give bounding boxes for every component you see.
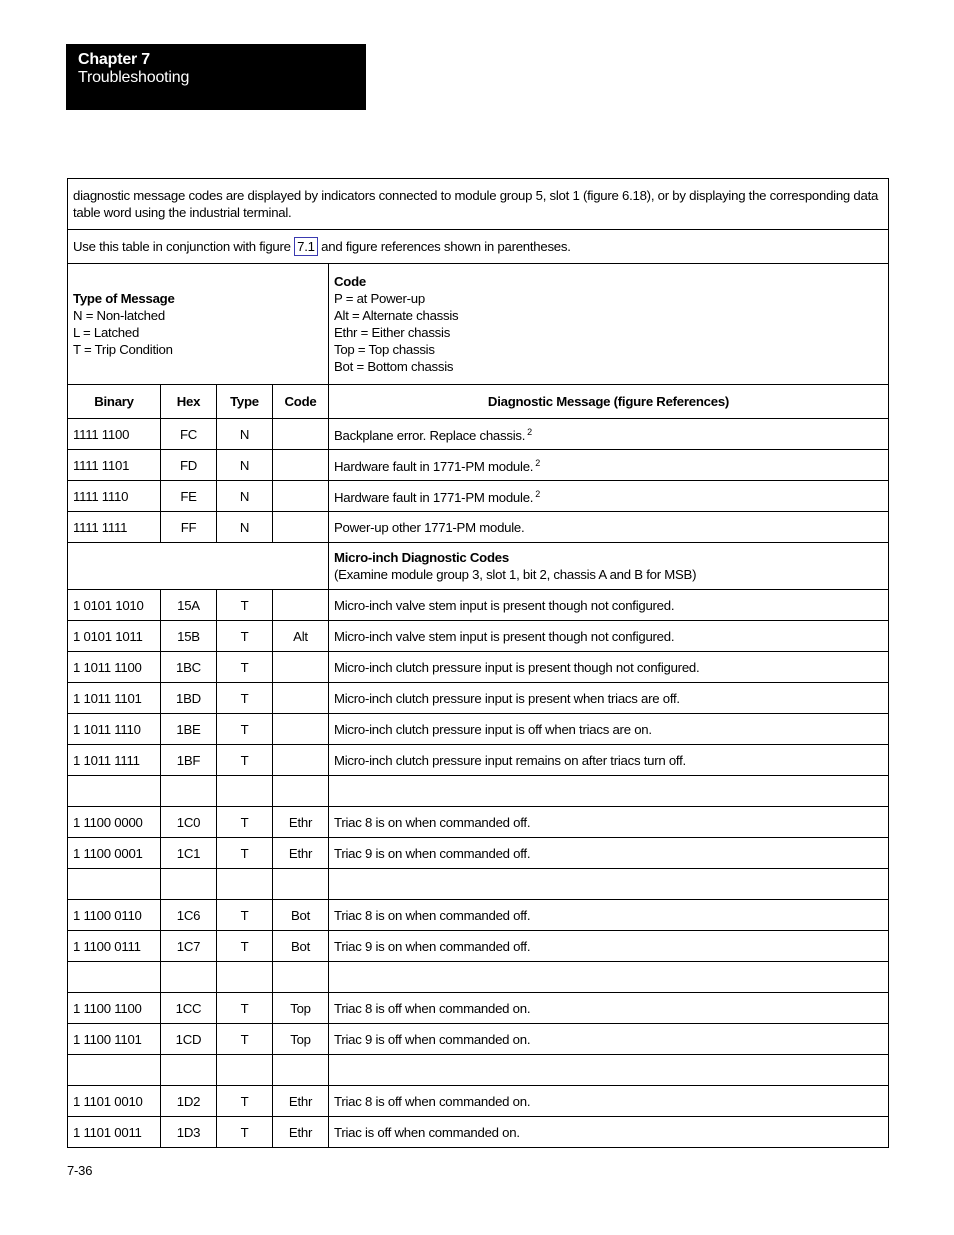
hex-cell [161, 869, 217, 900]
message-cell [329, 621, 889, 652]
code-legend-item: P = at Power-up [334, 291, 425, 306]
code-legend-item: Ethr = Either chassis [334, 325, 451, 340]
type-cell [217, 1055, 273, 1086]
section-title: Micro-inch Diagnostic Codes [334, 550, 509, 565]
hex-cell: 1CC [161, 993, 217, 1024]
hex-cell: FD [161, 450, 217, 481]
type-cell: T [217, 683, 273, 714]
message-text: Micro-inch clutch pressure input remains on after triacs turn off. [334, 752, 686, 768]
message-cell [329, 450, 889, 481]
message-cell [329, 419, 889, 450]
table-row [68, 962, 889, 993]
type-cell: T [217, 1024, 273, 1055]
code-cell [273, 683, 329, 714]
table-row [68, 590, 889, 621]
binary-cell [68, 776, 161, 807]
hex-cell: 1CD [161, 1024, 217, 1055]
type-cell: N [217, 481, 273, 512]
hex-cell [161, 962, 217, 993]
section-header-row [68, 543, 889, 590]
hex-cell: 1D2 [161, 1086, 217, 1117]
code-cell: Ethr [273, 838, 329, 869]
message-text: Triac 9 is on when commanded off. [334, 938, 531, 954]
type-legend-item: N = Non-latched [73, 308, 165, 323]
message-cell [329, 993, 889, 1024]
hex-cell: 1D3 [161, 1117, 217, 1148]
section-spacer-cell [68, 543, 329, 590]
message-cell [329, 1055, 889, 1086]
hex-cell: 1BF [161, 745, 217, 776]
message-text: Micro-inch clutch pressure input is present when triacs are off. [334, 690, 680, 706]
message-text: Hardware fault in 1771-PM module. [334, 490, 534, 505]
code-cell [273, 419, 329, 450]
table-row [68, 683, 889, 714]
column-header-binary: Binary [68, 385, 161, 419]
message-text: Micro-inch valve stem input is present though not configured. [334, 628, 675, 644]
message-cell [329, 481, 889, 512]
type-cell: T [217, 714, 273, 745]
type-cell: N [217, 450, 273, 481]
message-text: Micro-inch clutch pressure input is off when triacs are on. [334, 721, 652, 737]
table-row [68, 745, 889, 776]
column-header-message: Diagnostic Message (figure References) [329, 385, 889, 419]
type-cell: T [217, 1086, 273, 1117]
table-row [68, 807, 889, 838]
column-header-row [68, 385, 889, 419]
column-header-code: Code [273, 385, 329, 419]
table-row [68, 900, 889, 931]
code-cell [273, 481, 329, 512]
message-cell [329, 652, 889, 683]
hex-cell: 1BD [161, 683, 217, 714]
type-cell: T [217, 807, 273, 838]
hex-cell: 1C1 [161, 838, 217, 869]
binary-cell: 1 1100 0000 [68, 807, 161, 838]
message-cell [329, 931, 889, 962]
code-cell: Alt [273, 621, 329, 652]
type-legend-heading: Type of Message [73, 291, 175, 306]
type-legend-item: L = Latched [73, 325, 140, 340]
page-number: 7-36 [67, 1163, 93, 1178]
message-cell [329, 900, 889, 931]
section-header-cell [329, 543, 889, 590]
binary-cell: 1 1011 1110 [68, 714, 161, 745]
table-row [68, 621, 889, 652]
binary-cell: 1 1011 1101 [68, 683, 161, 714]
binary-cell: 1 1100 1101 [68, 1024, 161, 1055]
message-cell [329, 590, 889, 621]
hex-cell: FF [161, 512, 217, 543]
message-text: Triac is off when commanded on. [334, 1124, 520, 1140]
code-cell [273, 1055, 329, 1086]
table-row [68, 1117, 889, 1148]
binary-cell [68, 1055, 161, 1086]
hex-cell: 1C6 [161, 900, 217, 931]
hex-cell: 1C7 [161, 931, 217, 962]
code-legend [329, 264, 889, 385]
code-cell: Top [273, 1024, 329, 1055]
code-cell: Bot [273, 900, 329, 931]
table-row [68, 450, 889, 481]
code-cell [273, 962, 329, 993]
binary-cell: 1 1100 1100 [68, 993, 161, 1024]
binary-cell: 1111 1100 [68, 419, 161, 450]
binary-cell: 1 1100 0111 [68, 931, 161, 962]
figure-reference-superscript: 2 [535, 458, 540, 468]
type-cell: T [217, 745, 273, 776]
hex-cell: 15A [161, 590, 217, 621]
message-text: Backplane error. Replace chassis. [334, 428, 526, 443]
type-cell: T [217, 900, 273, 931]
code-cell [273, 776, 329, 807]
hex-cell: 1C0 [161, 807, 217, 838]
code-cell [273, 512, 329, 543]
message-cell [329, 1086, 889, 1117]
type-cell: T [217, 931, 273, 962]
type-cell: T [217, 838, 273, 869]
binary-cell: 1 1011 1111 [68, 745, 161, 776]
column-header-type: Type [217, 385, 273, 419]
message-cell [329, 838, 889, 869]
table-row [68, 1086, 889, 1117]
code-cell [273, 450, 329, 481]
binary-cell: 1 0101 1010 [68, 590, 161, 621]
type-cell: T [217, 621, 273, 652]
message-cell [329, 745, 889, 776]
message-cell [329, 683, 889, 714]
message-text: Micro-inch clutch pressure input is present though not configured. [334, 659, 700, 675]
hex-cell: 15B [161, 621, 217, 652]
hex-cell: 1BC [161, 652, 217, 683]
message-text: Triac 8 is off when commanded on. [334, 1093, 531, 1109]
code-legend-item: Top = Top chassis [334, 342, 435, 357]
code-legend-item: Alt = Alternate chassis [334, 308, 459, 323]
table-row [68, 652, 889, 683]
table-row [68, 1024, 889, 1055]
figure-reference-superscript: 2 [535, 489, 540, 499]
usage-before: Use this table in conjunction with figure [73, 239, 295, 254]
intro-text: diagnostic message codes are displayed by indicators connected to module group 5, slot 1 (figure 6.18), or by displaying the corresponding data table word using the industrial terminal. [68, 179, 889, 230]
message-text: Power-up other 1771-PM module. [334, 519, 525, 535]
message-cell [329, 869, 889, 900]
binary-cell: 1 1011 1100 [68, 652, 161, 683]
message-cell [329, 1117, 889, 1148]
usage-after: and figure references shown in parentheses. [317, 239, 571, 254]
diagnostic-codes-table [67, 178, 889, 1148]
type-cell: N [217, 512, 273, 543]
type-cell: T [217, 993, 273, 1024]
table-row [68, 512, 889, 543]
code-cell: Bot [273, 931, 329, 962]
chapter-header [66, 44, 366, 110]
hex-cell [161, 776, 217, 807]
binary-cell: 1 1101 0010 [68, 1086, 161, 1117]
table-row [68, 993, 889, 1024]
binary-cell: 1111 1110 [68, 481, 161, 512]
binary-cell: 1 1100 0110 [68, 900, 161, 931]
message-text: Triac 9 is off when commanded on. [334, 1031, 531, 1047]
code-cell: Top [273, 993, 329, 1024]
table-row [68, 419, 889, 450]
section-note: (Examine module group 3, slot 1, bit 2, chassis A and B for MSB) [334, 567, 697, 582]
table-row [68, 714, 889, 745]
type-cell [217, 776, 273, 807]
message-cell [329, 714, 889, 745]
table-row [68, 931, 889, 962]
code-cell: Ethr [273, 1117, 329, 1148]
code-cell [273, 590, 329, 621]
intro-row [68, 179, 889, 230]
type-cell: T [217, 590, 273, 621]
binary-cell: 1111 1101 [68, 450, 161, 481]
binary-cell: 1 1101 0011 [68, 1117, 161, 1148]
message-text: Triac 8 is on when commanded off. [334, 814, 531, 830]
hex-cell: FC [161, 419, 217, 450]
message-text: Triac 9 is on when commanded off. [334, 845, 531, 861]
figure-reference-link[interactable]: 7.1 [294, 237, 318, 256]
type-cell [217, 962, 273, 993]
code-legend-heading: Code [334, 274, 366, 289]
figure-reference-superscript: 2 [527, 427, 532, 437]
legend-row [68, 264, 889, 385]
binary-cell [68, 869, 161, 900]
hex-cell: FE [161, 481, 217, 512]
table-row [68, 481, 889, 512]
code-cell: Ethr [273, 1086, 329, 1117]
code-cell [273, 714, 329, 745]
message-text: Triac 8 is on when commanded off. [334, 907, 531, 923]
usage-row [68, 230, 889, 264]
type-cell: T [217, 652, 273, 683]
hex-cell [161, 1055, 217, 1086]
table-row [68, 838, 889, 869]
type-cell [217, 869, 273, 900]
usage-text [68, 230, 889, 264]
message-text: Triac 8 is off when commanded on. [334, 1000, 531, 1016]
message-text: Micro-inch valve stem input is present though not configured. [334, 597, 675, 613]
binary-cell [68, 962, 161, 993]
message-cell [329, 962, 889, 993]
message-cell [329, 1024, 889, 1055]
chapter-number: Chapter 7 [78, 51, 150, 68]
chapter-title: Troubleshooting [78, 69, 190, 86]
type-cell: T [217, 1117, 273, 1148]
table-row [68, 776, 889, 807]
column-header-hex: Hex [161, 385, 217, 419]
code-cell [273, 652, 329, 683]
message-cell [329, 807, 889, 838]
code-cell [273, 745, 329, 776]
binary-cell: 1111 1111 [68, 512, 161, 543]
hex-cell: 1BE [161, 714, 217, 745]
type-legend-item: T = Trip Condition [73, 342, 173, 357]
message-cell [329, 512, 889, 543]
type-legend [68, 264, 329, 385]
code-cell [273, 869, 329, 900]
message-cell [329, 776, 889, 807]
table-row [68, 1055, 889, 1086]
table-row [68, 869, 889, 900]
message-text: Hardware fault in 1771-PM module. [334, 459, 534, 474]
code-legend-item: Bot = Bottom chassis [334, 359, 454, 374]
type-cell: N [217, 419, 273, 450]
binary-cell: 1 1100 0001 [68, 838, 161, 869]
code-cell: Ethr [273, 807, 329, 838]
binary-cell: 1 0101 1011 [68, 621, 161, 652]
